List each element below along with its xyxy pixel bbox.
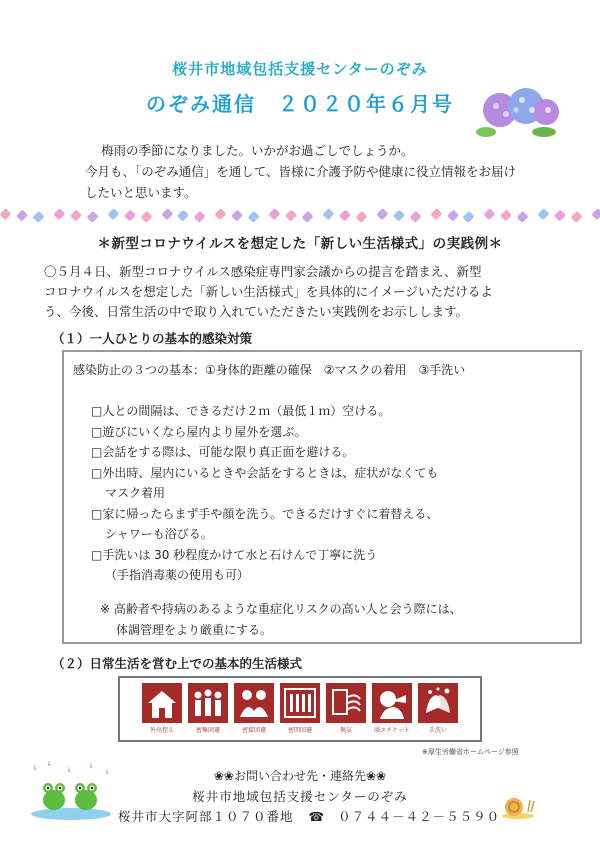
contact-line: [118, 807, 500, 825]
avoid-crowds-icon: [188, 683, 228, 723]
org-name: 桜井市地域包括支援センターのぞみ: [172, 60, 428, 78]
petal-icon: [591, 208, 600, 220]
measures-note: [100, 599, 462, 641]
pictogram-label: 外出控え: [149, 727, 174, 734]
petal-icon: [517, 210, 529, 222]
list-item: □手洗いは 30 秒程度かけて水と石けんで丁寧に洗う: [91, 547, 378, 562]
petal-icon: [161, 208, 173, 220]
contact-org: 桜井市地域包括支援センターのぞみ: [192, 789, 408, 804]
petal-icon: [393, 209, 405, 221]
note-line: ※ 高齢者や持病のあるような重症化リスクの高い人と会う際には、: [100, 602, 462, 616]
petal-icon: [409, 210, 421, 222]
intro-line: う、今後、日常生活の中で取り入れていただきたい実践例をお示しします。: [44, 304, 469, 319]
petal-icon: [500, 209, 512, 221]
petal-icon: [285, 209, 297, 221]
petal-icon: [140, 210, 152, 222]
petal-icon: [484, 208, 496, 220]
newsletter-title: のぞみ通信 ２０２０年６月号: [146, 92, 454, 116]
petal-icon: [302, 210, 314, 222]
hydrangea-illustration: [466, 80, 566, 140]
pictogram-label: 密閉回避: [287, 727, 312, 734]
pictogram-stay-home: [142, 683, 182, 734]
petal-icon: [177, 209, 189, 221]
note-line: 体調管理をより厳重にする。: [116, 623, 273, 637]
petal-icon: [107, 208, 119, 220]
pictogram-label: 密接回避: [241, 727, 266, 734]
avoid-closed-spaces-icon: [280, 683, 320, 723]
greeting-line: 今月も、「のぞみ通信」を通して、皆様に介護予防や健康に役立情報をお届け: [85, 164, 517, 179]
petal-icon: [194, 210, 206, 222]
pictogram-cough-etiquette: [372, 683, 412, 734]
lifestyle-pictograms: [118, 676, 482, 742]
pictogram-avoid-closed-spaces: [280, 683, 320, 734]
petal-icon: [446, 209, 458, 221]
cough-etiquette-icon: [372, 683, 412, 723]
petal-icon: [463, 210, 475, 222]
list-item-continuation: シャワーも浴びる。: [105, 527, 213, 541]
ventilation-icon: [326, 683, 366, 723]
list-item: □会話をする際は、可能な限り真正面を避ける。: [91, 445, 355, 459]
petal-icon: [16, 209, 28, 221]
measures-basics: 感染防止の３つの基本：①身体的距離の確保 ②マスクの着用 ③手洗い: [73, 363, 466, 377]
list-item-continuation: マスク着用: [105, 486, 166, 500]
greeting-line: したいと思います。: [85, 185, 197, 200]
pictogram-label: 手洗い: [428, 727, 447, 734]
section-heading: ＊新型コロナウイルスを想定した「新しい生活様式」の実践例＊: [97, 236, 503, 252]
petal-icon: [538, 208, 550, 220]
measures-list: [91, 401, 571, 586]
petal-decoration-row: [0, 203, 600, 227]
list-item-continuation: （手指消毒薬の使用も可）: [105, 568, 250, 582]
petal-icon: [53, 208, 65, 220]
greeting-line: 梅雨の季節になりました。いかがお過ごしでしょうか。: [101, 143, 414, 158]
pictogram-avoid-close-contact: [234, 683, 274, 734]
measures-heading: （１）一人ひとりの基本的感染対策: [52, 331, 253, 346]
pictogram-hand-washing: [418, 683, 458, 734]
petal-icon: [70, 209, 82, 221]
contact-address: 桜井市大字阿部１０７０番地: [118, 809, 294, 824]
avoid-close-contact-icon: [234, 683, 274, 723]
petal-icon: [33, 210, 45, 222]
pictogram-ventilation: [326, 683, 366, 734]
list-item: □家に帰ったらまず手や顔を洗う。できるだけすぐに着替える、: [91, 506, 439, 521]
petal-icon: [571, 210, 583, 222]
pictogram-label: 密集回避: [195, 727, 220, 734]
petal-icon: [231, 209, 243, 221]
measures-box: [62, 350, 582, 644]
list-item: □人との間隔は、できるだけ２ｍ（最低１ｍ）空ける。: [91, 404, 391, 418]
phone-icon: ☎: [308, 809, 326, 824]
petal-icon: [248, 210, 260, 222]
source-note: ※厚生労働省ホームページ参照: [422, 748, 519, 756]
petal-icon: [430, 208, 442, 220]
pictogram-label: 咳エチケット: [374, 727, 410, 734]
petal-icon: [86, 210, 98, 222]
stay-home-icon: [142, 683, 182, 723]
petal-icon: [215, 208, 227, 220]
greeting: [85, 140, 565, 203]
petal-icon: [376, 208, 388, 220]
intro-paragraph: [44, 262, 574, 322]
list-item: □外出時、屋内にいるときや会話をするときは、症状がなくても: [91, 465, 439, 480]
hand-washing-icon: [418, 683, 458, 723]
petal-icon: [269, 208, 281, 220]
lifestyle-heading: （２）日常生活を営む上での基本的生活様式: [52, 656, 303, 671]
petal-icon: [339, 209, 351, 221]
intro-line: 〇５月４日、新型コロナウイルス感染症専門家会議からの提言を踏まえ、新型: [44, 264, 482, 279]
petal-icon: [124, 209, 136, 221]
contact-phone: ０７４４－４２－５５９０: [338, 809, 501, 824]
pictogram-avoid-crowds: [188, 683, 228, 734]
intro-line: コロナウイルスを想定した「新しい生活様式」を具体的にイメージいただけるよ: [44, 284, 493, 299]
petal-icon: [0, 208, 11, 220]
contact-heading: ❀❀お問い合わせ先・連絡先❀❀: [213, 769, 387, 783]
petal-icon: [554, 209, 566, 221]
petal-icon: [355, 210, 367, 222]
petal-icon: [322, 208, 334, 220]
list-item: □遊びにいくなら屋内より屋外を選ぶ。: [91, 424, 307, 439]
pictogram-label: 換気: [339, 727, 352, 734]
